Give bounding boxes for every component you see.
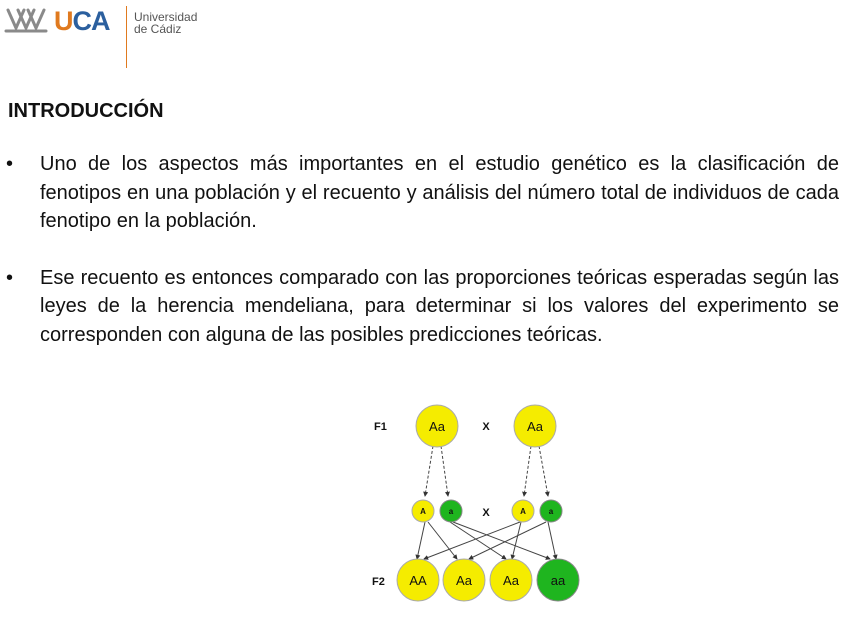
f1-label: F1 <box>374 421 387 433</box>
offspring-3 <box>490 559 532 601</box>
bullet-list <box>0 150 848 349</box>
gamete-3 <box>512 500 534 522</box>
bullet-dot-icon: • <box>6 266 14 289</box>
offspring-2 <box>443 559 485 601</box>
gamete-4-label: a <box>548 507 554 516</box>
gamete-2-label: a <box>448 507 454 516</box>
gamete-3-label: A <box>520 507 526 516</box>
fertilization-arrows <box>417 522 556 559</box>
page-title: INTRODUCCIÓN <box>8 100 164 122</box>
gamete-2 <box>440 500 462 522</box>
gamete-4 <box>540 500 562 522</box>
bullet-dot-icon: • <box>6 153 14 175</box>
offspring-4-label: aa <box>550 573 566 588</box>
parent-1-label: Aa <box>429 419 445 434</box>
offspring-3-label: Aa <box>503 573 519 588</box>
gamete-cross-symbol: X <box>482 507 490 519</box>
offspring-4 <box>537 559 579 601</box>
logo-line-2: de Cádiz <box>134 22 182 36</box>
offspring-1 <box>397 559 439 601</box>
logo-divider <box>126 6 127 68</box>
segregation-arrows <box>425 446 548 496</box>
logo-university-name <box>134 11 197 35</box>
bullet-text-2: Ese recuento es entonces comparado con las proporciones teóricas esperadas según las leyes de la herencia mendeliana, para determinar si los valores del experimento se corresponden con alguna de las posibles predicciones teóricas. <box>40 266 839 346</box>
logo-line-1: Universidad <box>134 10 198 24</box>
uca-emblem-icon <box>4 4 48 34</box>
bullet-item-2 <box>0 264 848 350</box>
logo-u: U <box>54 6 73 36</box>
logo-ca: CA <box>72 6 110 36</box>
bullet-item-1 <box>0 150 848 236</box>
gamete-1-label: A <box>420 507 426 516</box>
bullet-text-1: Uno de los aspectos más importantes en el estudio genético es la clasificación de fenotipos en una población y el recuento y análisis del número total de individuos de cada fenotipo en la población. <box>40 153 839 232</box>
f2-label: F2 <box>372 576 385 588</box>
mendelian-cross-diagram <box>368 400 584 602</box>
parent-2-label: Aa <box>527 419 543 434</box>
parent-2 <box>514 405 556 447</box>
parent-cross-symbol: X <box>482 421 490 433</box>
offspring-2-label: Aa <box>456 573 472 588</box>
offspring-1-label: AA <box>409 573 427 588</box>
gamete-1 <box>412 500 434 522</box>
parent-1 <box>416 405 458 447</box>
logo-wordmark <box>54 6 110 37</box>
